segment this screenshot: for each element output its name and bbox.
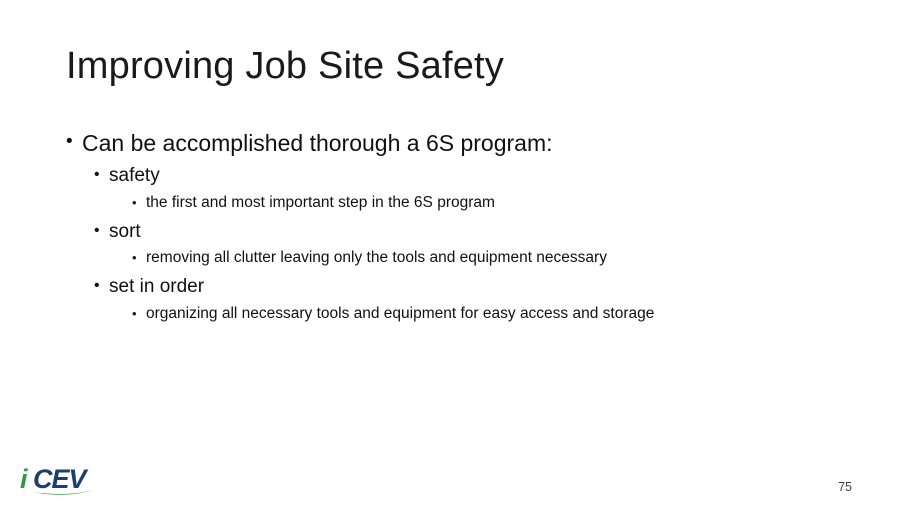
bullet-icon: • [94,221,100,239]
icev-logo-icon [20,462,116,496]
page-title: Improving Job Site Safety [66,45,504,87]
slide-body-list [60,130,860,326]
list-item [94,221,860,244]
list-item-text: safety [109,165,160,187]
bullet-icon: • [132,250,137,266]
list-item-text: sort [109,220,141,242]
list-item [132,194,860,213]
list-item [132,249,860,268]
logo-letter-i: i [20,464,27,494]
bullet-icon: • [132,194,137,210]
bullet-icon: • [132,305,137,321]
list-item-text: Can be accomplished thorough a 6S program: [82,130,553,156]
list-item [132,305,860,324]
bullet-icon: • [94,276,100,294]
list-item-text: organizing all necessary tools and equipment for easy access and storage [146,304,655,322]
list-item [94,165,860,188]
list-item-text: set in order [109,275,205,297]
list-item [94,276,860,299]
logo-letters-cev: CEV [33,464,86,494]
bullet-icon: • [66,131,73,152]
list-item [60,130,860,157]
bullet-icon: • [94,166,100,184]
icev-logo [20,462,116,496]
page-number: 75 [838,480,852,494]
list-item-text: the first and most important step in the 6S program [146,193,495,211]
list-item-text: removing all clutter leaving only the tools and equipment necessary [146,249,607,267]
